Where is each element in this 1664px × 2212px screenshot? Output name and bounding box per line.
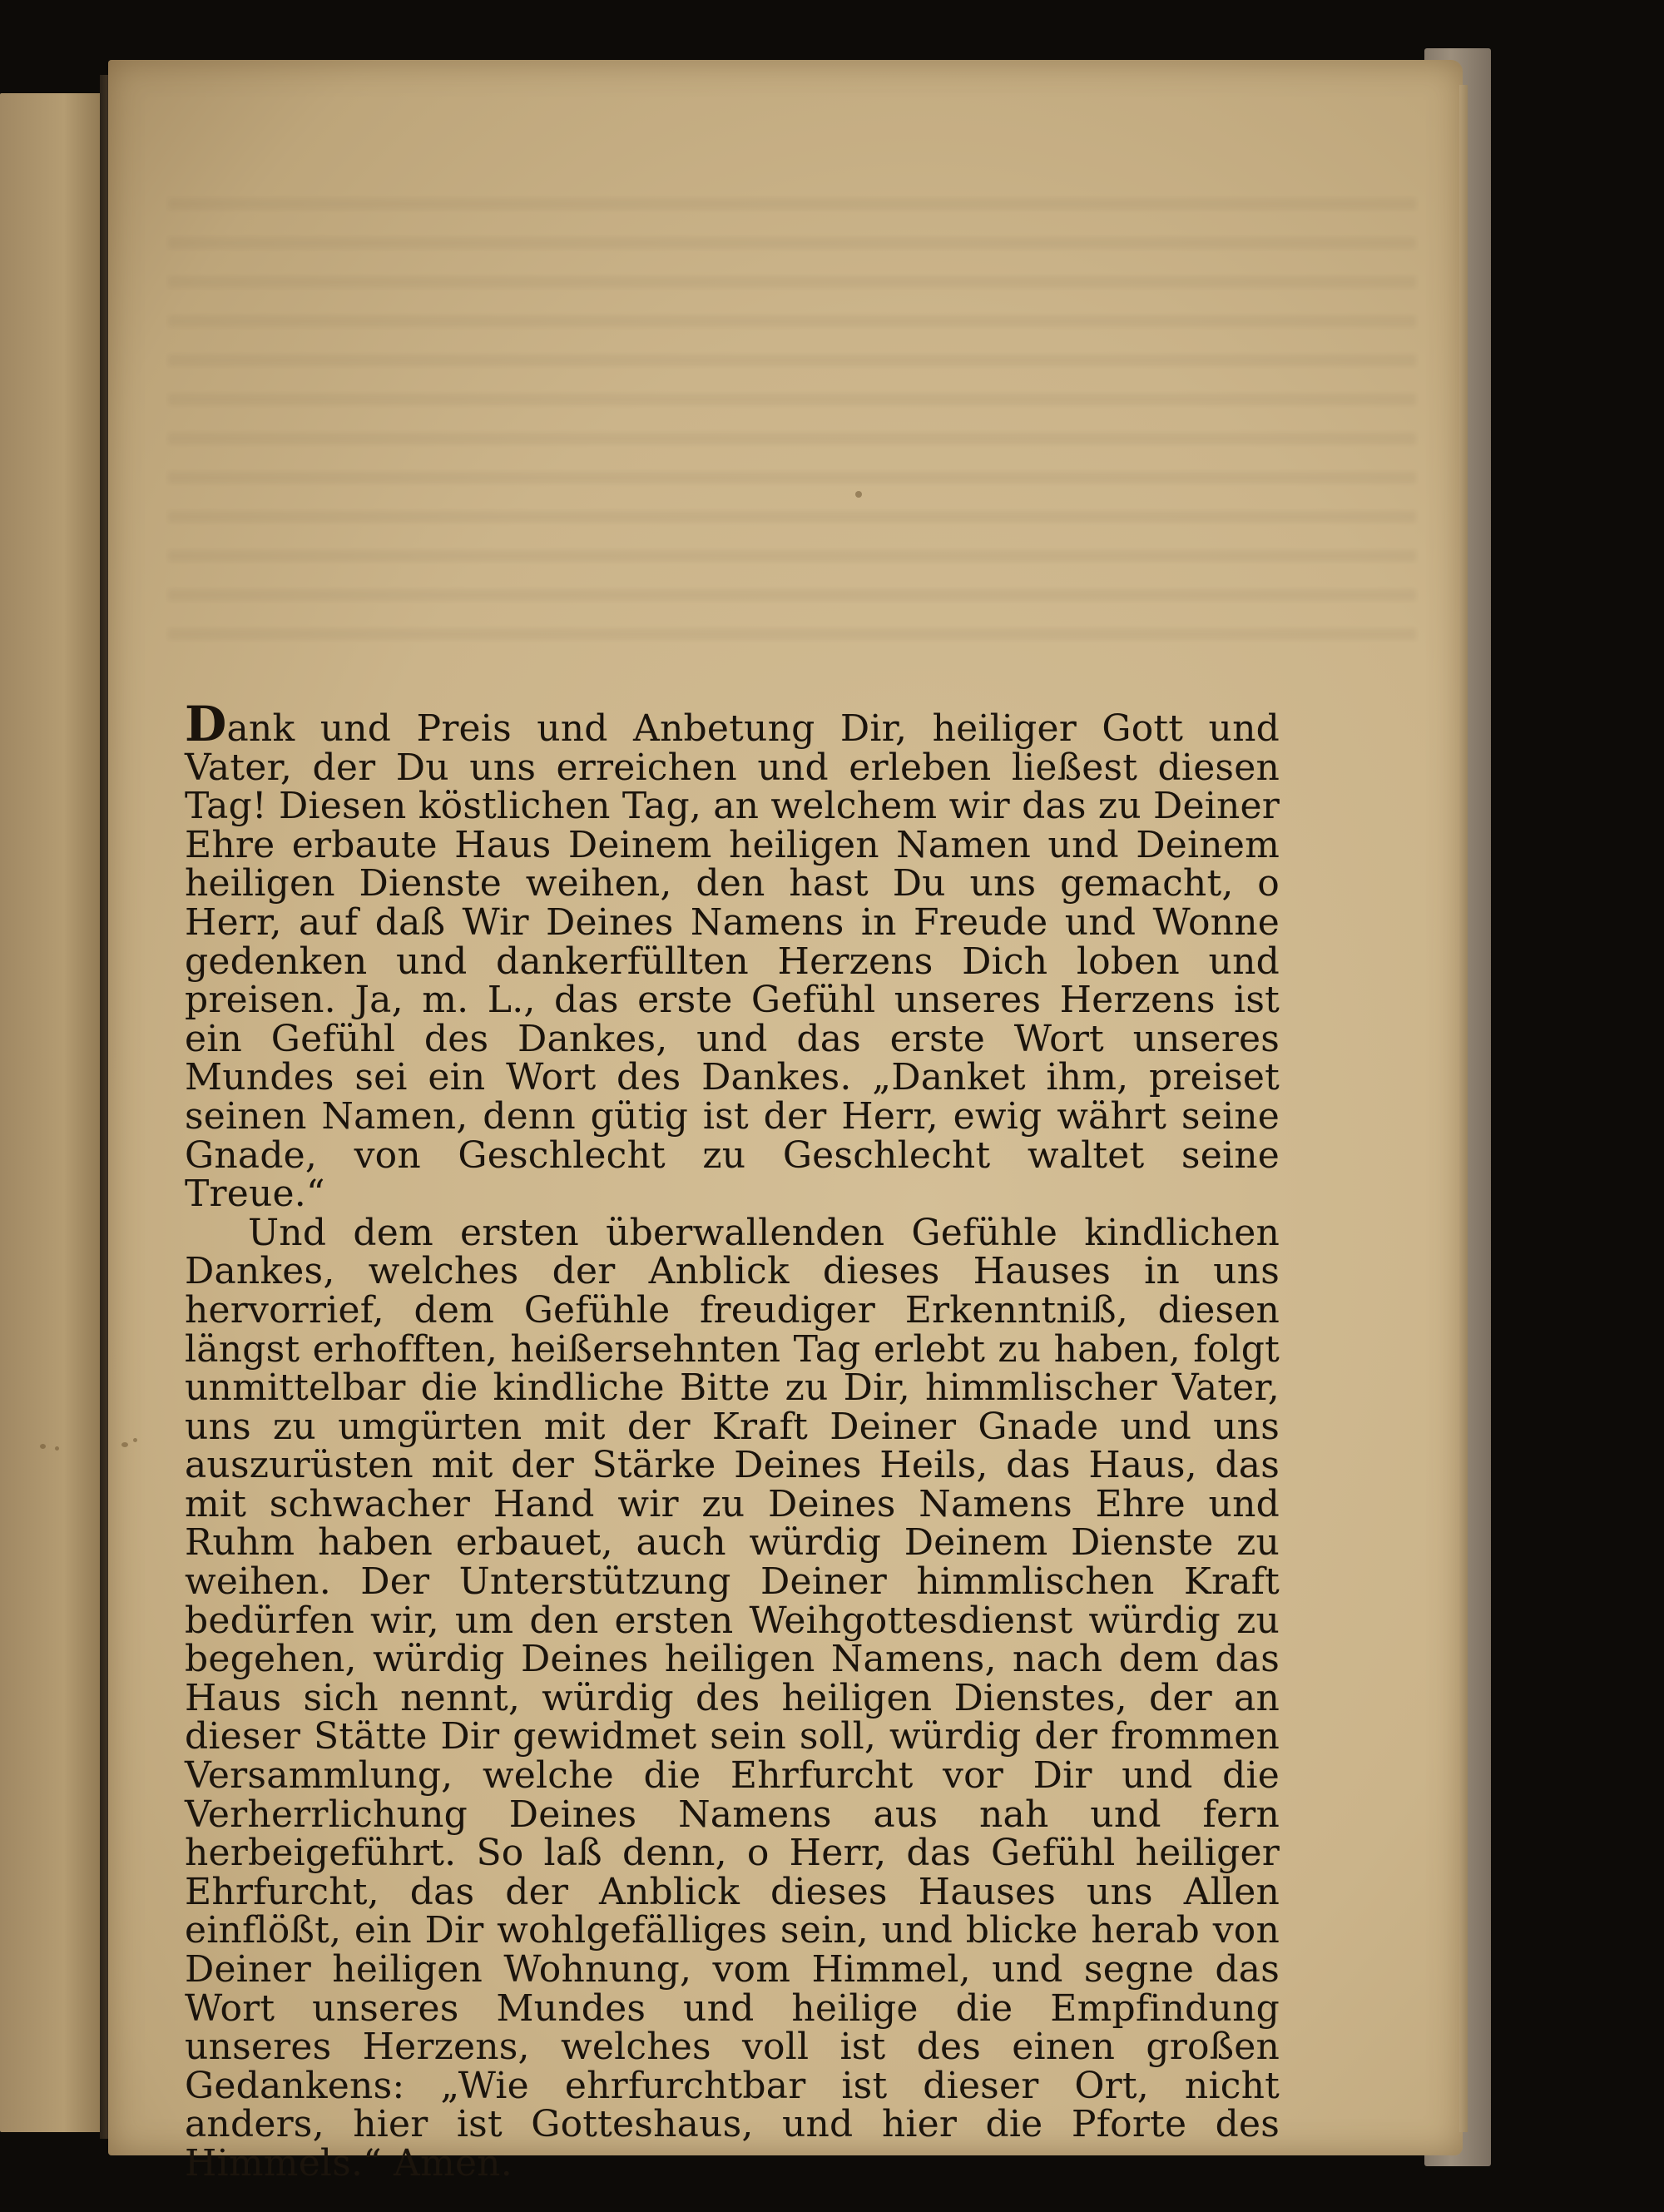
margin-specks [40,1444,46,1449]
paragraph-2-text: Und dem ersten überwallenden Gefühle kindlichen Dankes, welches der Anblick dieses Hauses in uns hervorrief, dem Gefühle freudiger Erkenntniß, diesen längst erhofften, heißersehnten Tag erlebt zu haben, folgt unmittelbar die kindliche Bitte zu Dir, himmlischer Vater, uns zu umgürten mit der Kraft Deiner Gnade und uns auszurüsten mit der Stärke Deines Heils, das Haus, das mit schwacher Hand wir zu Deines Namens Ehre und Ruhm haben erbauet, auch würdig Deinem Dienste zu weihen. Der Unterstützung Deiner himmlischen Kraft bedürfen wir, um den ersten Weihgottesdienst würdig zu begehen, würdig Deines heiligen Namens, nach dem das Haus sich nennt, würdig des heiligen Dienstes, der an dieser Stätte Dir gewidmet sein soll, würdig der frommen Versammlung, welche die Ehrfurcht vor Dir und die Verherrlichung Deines Namens aus nah und fern herbeigeführt. So laß denn, o Herr, das Gefühl heiliger Ehrfurcht, das der Anblick dieses Hauses uns Allen einflößt, ein Dir wohlgefälliges sein, und blicke herab von Deiner heiligen Wohnung, vom Himmel, und segne das Wort unseres Mundes und heilige die Empfindung unseres Herzens, welches voll ist des einen großen Gedankens: „Wie ehrfurchtbar ist dieser Ort, nicht anders, hier ist Gotteshaus, und hier die Pforte des Himmels.“ Amen. [185,1211,1280,2185]
page-edge [1459,85,1468,2132]
paper-spot [855,491,862,498]
paragraph-2 [185,1211,1280,2185]
margin-specks [133,1438,137,1442]
show-through-bleed [168,176,1416,642]
margin-specks [121,1442,128,1447]
margin-specks [55,1446,59,1451]
page-body [185,696,1280,2185]
left-page-fragment [0,93,106,2132]
paragraph-1-text: ank und Preis und Anbetung Dir, heiliger Gott und Vater, der Du uns erreichen und erleben ließest diesen Tag! Diesen köstlichen Tag, an welchem wir das zu Deiner Ehre erbaute Haus Deinem heiligen Namen und Deinem heiligen Dienste weihen, den hast Du uns gemacht, o Herr, auf daß Wir Deines Namens in Freude und Wonne gedenken und dankerfüllten Herzens Dich loben und preisen. Ja, m. L., das erste Gefühl unseres Herzens ist ein Gefühl des Dankes, und das erste Wort unseres Mundes sei ein Wort des Dankes. „Danket ihm, preiset seinen Namen, denn gütig ist der Herr, ewig währt seine Gnade, von Geschlecht zu Geschlecht waltet seine Treue.“ [185,707,1280,1216]
book-page [108,60,1463,2185]
drop-cap: D [185,696,227,752]
paragraph-1 [185,696,1280,1216]
